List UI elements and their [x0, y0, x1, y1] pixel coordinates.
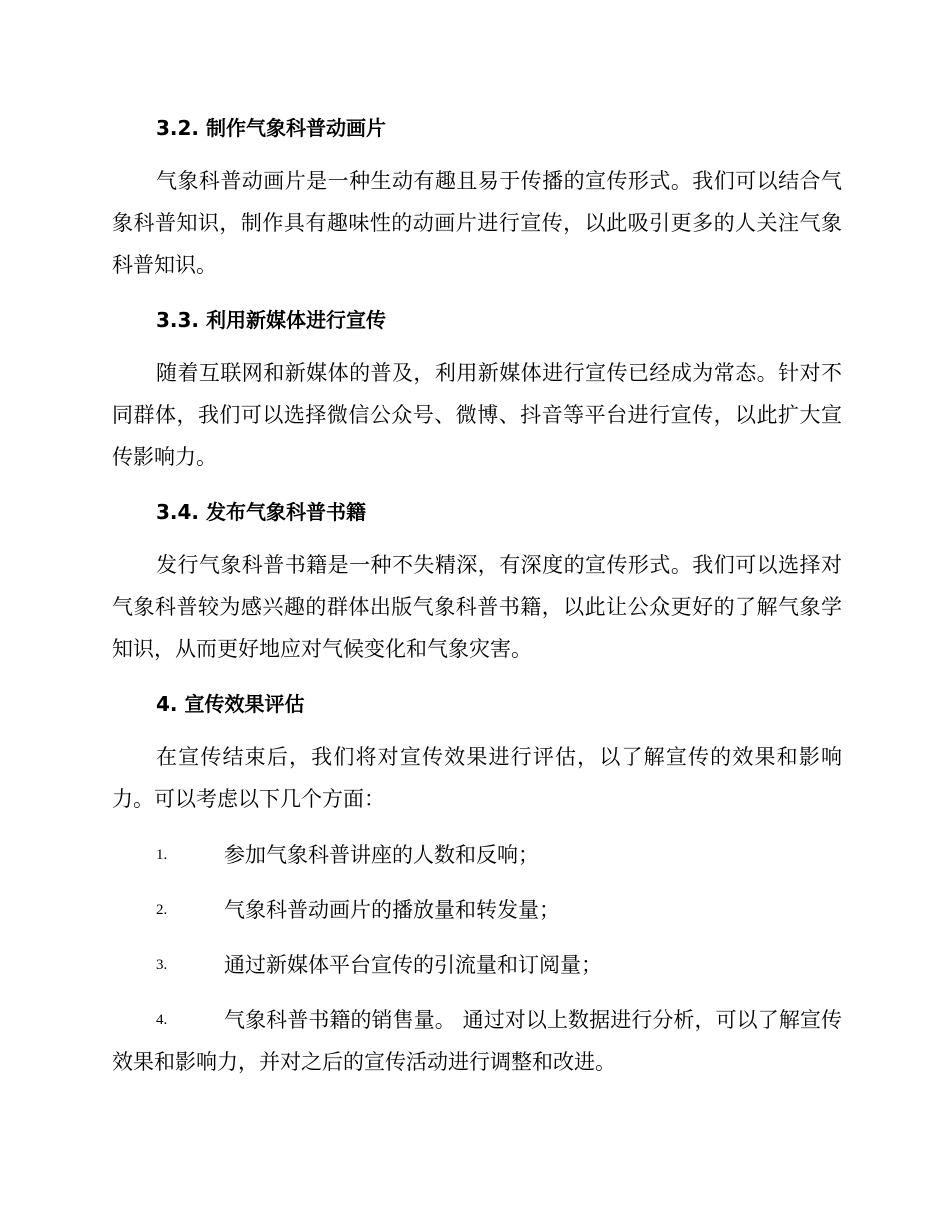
list-item: [112, 834, 842, 876]
list-item-text: 气象科普动画片的播放量和转发量；: [224, 898, 560, 922]
list-item-number: 4.: [156, 1012, 168, 1028]
document-body: [112, 108, 842, 1083]
list-item-number: 1.: [156, 847, 168, 863]
evaluation-list: [112, 834, 842, 1083]
section-paragraph-3-3: 随着互联网和新媒体的普及，利用新媒体进行宣传已经成为常态。针对不同群体，我们可以选择微信公众号、微博、抖音等平台进行宣传，以此扩大宣传影响力。: [112, 361, 842, 469]
section-paragraph-3-2: 气象科普动画片是一种生动有趣且易于传播的宣传形式。我们可以结合气象科普知识，制作具有趣味性的动画片进行宣传，以此吸引更多的人关注气象科普知识。: [112, 169, 842, 277]
list-item-text: 参加气象科普讲座的人数和反响；: [224, 843, 539, 867]
list-item-text: 通过新媒体平台宣传的引流量和订阅量；: [224, 953, 602, 977]
section-heading-4: 4. 宣传效果评估: [156, 692, 305, 716]
list-item-number: 3.: [156, 957, 168, 973]
section-heading-3-3: 3.3. 利用新媒体进行宣传: [156, 308, 386, 332]
list-item: [112, 944, 842, 986]
section-paragraph-3-4: 发行气象科普书籍是一种不失精深，有深度的宣传形式。我们可以选择对气象科普较为感兴趣的群体出版气象科普书籍，以此让公众更好的了解气象学知识，从而更好地应对气候变化和气象灾害。: [112, 553, 842, 661]
section-heading-3-4: 3.4. 发布气象科普书籍: [156, 500, 366, 524]
list-item: [112, 999, 842, 1083]
section-paragraph-4: 在宣传结束后，我们将对宣传效果进行评估，以了解宣传的效果和影响力。可以考虑以下几个方面：: [112, 745, 842, 811]
section-heading-3-2: 3.2. 制作气象科普动画片: [156, 116, 386, 140]
list-item-text: 气象科普书籍的销售量。 通过对以上数据进行分析，可以了解宣传效果和影响力，并对之后的宣传活动进行调整和改进。: [112, 1008, 842, 1074]
list-item: [112, 889, 842, 931]
list-item-number: 2.: [156, 902, 168, 918]
